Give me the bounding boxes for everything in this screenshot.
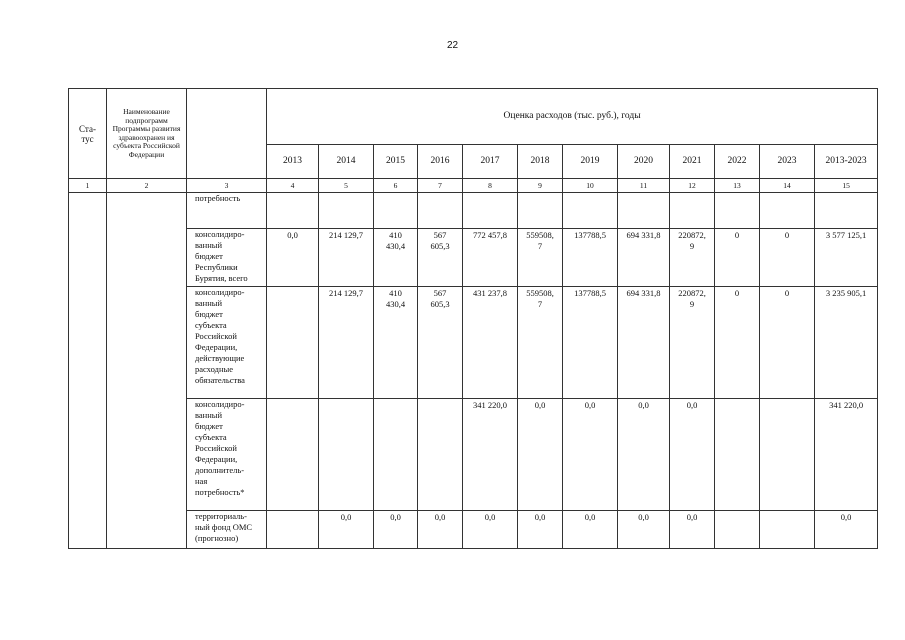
column-index: 10 [563, 179, 618, 193]
value-cell [715, 193, 760, 229]
value-cell: 0,0 [518, 511, 563, 549]
value-cell: 214 129,7 [319, 229, 374, 287]
table-row [69, 287, 878, 399]
source-label: потребность [187, 193, 267, 229]
value-cell: 559508, 7 [518, 229, 563, 287]
value-cell: 0 [715, 229, 760, 287]
year-header: 2019 [563, 145, 618, 179]
value-cell [670, 193, 715, 229]
year-header: 2020 [618, 145, 670, 179]
column-index: 4 [267, 179, 319, 193]
column-index: 7 [418, 179, 463, 193]
value-cell: 341 220,0 [463, 399, 518, 511]
value-cell [319, 399, 374, 511]
value-cell: 0,0 [670, 399, 715, 511]
value-cell [267, 511, 319, 549]
value-cell: 567 605,3 [418, 287, 463, 399]
header-subprogram: Наименование подпрограмм Программы развития здравоохранен ия субъекта Российской Федерации [107, 89, 187, 179]
source-label: консолидиро- ванный бюджет субъекта Российской Федерации, дополнитель- ная потребность* [187, 399, 267, 511]
value-cell: 341 220,0 [815, 399, 878, 511]
value-cell [715, 511, 760, 549]
value-cell: 0 [760, 229, 815, 287]
year-header: 2023 [760, 145, 815, 179]
value-cell: 0,0 [563, 399, 618, 511]
status-cell [69, 193, 107, 549]
table-row [69, 229, 878, 287]
year-header: 2013-2023 [815, 145, 878, 179]
column-index: 1 [69, 179, 107, 193]
value-cell: 0,0 [267, 229, 319, 287]
year-header: 2018 [518, 145, 563, 179]
value-cell [267, 399, 319, 511]
value-cell: 0,0 [618, 511, 670, 549]
value-cell: 0,0 [815, 511, 878, 549]
value-cell [374, 399, 418, 511]
source-label: консолидиро- ванный бюджет Республики Бурятия, всего [187, 229, 267, 287]
value-cell [267, 193, 319, 229]
column-index: 12 [670, 179, 715, 193]
value-cell: 0,0 [319, 511, 374, 549]
value-cell [267, 287, 319, 399]
header-row-top [69, 89, 878, 145]
value-cell: 137788,5 [563, 287, 618, 399]
value-cell: 559508, 7 [518, 287, 563, 399]
value-cell: 410 430,4 [374, 229, 418, 287]
table-row [69, 511, 878, 549]
value-cell [463, 193, 518, 229]
year-header: 2016 [418, 145, 463, 179]
value-cell: 0 [715, 287, 760, 399]
column-index: 6 [374, 179, 418, 193]
value-cell: 431 237,8 [463, 287, 518, 399]
column-index: 3 [187, 179, 267, 193]
value-cell: 214 129,7 [319, 287, 374, 399]
column-index: 9 [518, 179, 563, 193]
value-cell [319, 193, 374, 229]
value-cell: 0 [760, 287, 815, 399]
column-index: 11 [618, 179, 670, 193]
value-cell: 410 430,4 [374, 287, 418, 399]
value-cell: 220872, 9 [670, 287, 715, 399]
value-cell: 3 577 125,1 [815, 229, 878, 287]
column-index: 8 [463, 179, 518, 193]
header-source [187, 89, 267, 179]
year-header: 2014 [319, 145, 374, 179]
value-cell: 137788,5 [563, 229, 618, 287]
value-cell [374, 193, 418, 229]
value-cell [418, 193, 463, 229]
header-expenses-title: Оценка расходов (тыс. руб.), годы [267, 89, 878, 145]
page-number: 22 [446, 40, 459, 51]
column-index: 5 [319, 179, 374, 193]
year-header: 2021 [670, 145, 715, 179]
year-header: 2017 [463, 145, 518, 179]
value-cell: 0,0 [563, 511, 618, 549]
table-row [69, 193, 878, 229]
header-status: Ста- тус [69, 89, 107, 179]
value-cell: 0,0 [518, 399, 563, 511]
column-index: 14 [760, 179, 815, 193]
value-cell [815, 193, 878, 229]
value-cell: 0,0 [618, 399, 670, 511]
value-cell [618, 193, 670, 229]
value-cell: 694 331,8 [618, 229, 670, 287]
table-row [69, 399, 878, 511]
source-label: консолидиро- ванный бюджет субъекта Российской Федерации, действующие расходные обязательства [187, 287, 267, 399]
expenses-table [68, 88, 878, 549]
subprogram-cell [107, 193, 187, 549]
source-label: территориаль- ный фонд ОМС (прогнозно) [187, 511, 267, 549]
value-cell: 0,0 [418, 511, 463, 549]
column-index: 2 [107, 179, 187, 193]
value-cell [518, 193, 563, 229]
value-cell: 694 331,8 [618, 287, 670, 399]
value-cell [760, 511, 815, 549]
year-header: 2015 [374, 145, 418, 179]
year-header: 2022 [715, 145, 760, 179]
value-cell: 772 457,8 [463, 229, 518, 287]
value-cell [715, 399, 760, 511]
value-cell [760, 399, 815, 511]
value-cell: 0,0 [463, 511, 518, 549]
value-cell [760, 193, 815, 229]
year-header: 2013 [267, 145, 319, 179]
value-cell: 0,0 [670, 511, 715, 549]
value-cell: 3 235 905,1 [815, 287, 878, 399]
column-index: 15 [815, 179, 878, 193]
value-cell: 567 605,3 [418, 229, 463, 287]
value-cell [563, 193, 618, 229]
value-cell: 0,0 [374, 511, 418, 549]
value-cell [418, 399, 463, 511]
column-index: 13 [715, 179, 760, 193]
value-cell: 220872, 9 [670, 229, 715, 287]
column-index-row [69, 179, 878, 193]
